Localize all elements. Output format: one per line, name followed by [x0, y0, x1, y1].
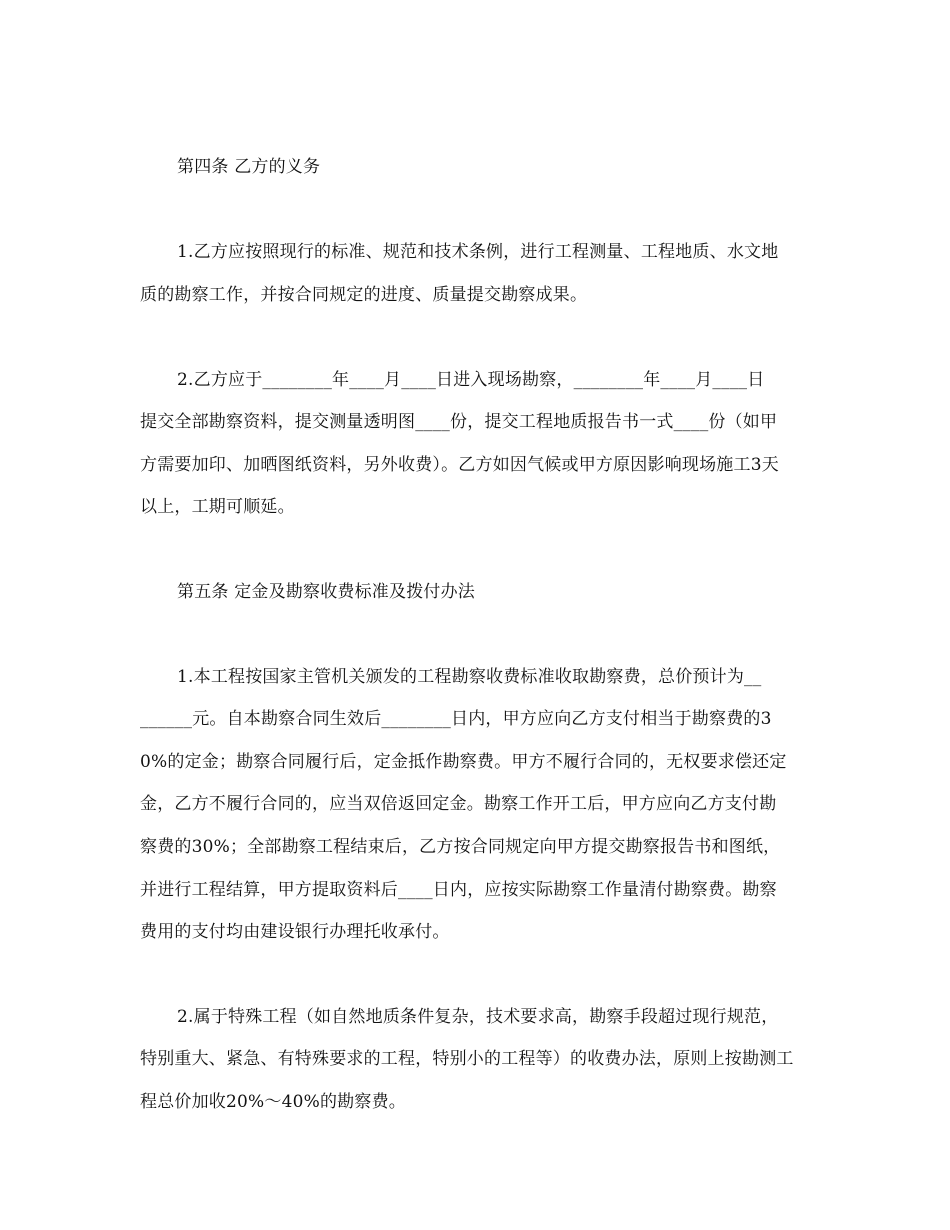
article4-item1-line2: 质的勘察工作，并按合同规定的进度、质量提交勘察成果。: [140, 285, 588, 305]
article4-item2-line3: 方需要加印、加晒图纸资料，另外收费）。乙方如因气候或甲方原因影响现场施工3天: [140, 455, 779, 475]
article4-item2-line1: 2.乙方应于________年____月____日进入现场勘察，________年____月____日: [177, 370, 765, 390]
article5-item2-line1: 2.属于特殊工程（如自然地质条件复杂，技术要求高，勘察手段超过现行规范，: [177, 1007, 779, 1027]
article5-item2-line2: 特别重大、紧急、有特殊要求的工程，特别小的工程等）的收费办法，原则上按勘测工: [140, 1049, 794, 1069]
article5-item1-line4: 金，乙方不履行合同的，应当双倍返回定金。勘察工作开工后，甲方应向乙方支付勘: [140, 794, 777, 814]
article5-item1-line2: ______元。自本勘察合同生效后________日内，甲方应向乙方支付相当于勘察费的3: [140, 709, 772, 729]
article4-heading: 第四条 乙方的义务: [177, 157, 321, 177]
article5-item1-line3: 0%的定金；勘察合同履行后，定金抵作勘察费。甲方不履行合同的，无权要求偿还定: [140, 752, 787, 772]
article4-item1-line1: 1.乙方应按照现行的标准、规范和技术条例，进行工程测量、工程地质、水文地: [177, 242, 779, 262]
article5-item1-line7: 费用的支付均由建设银行办理托收承付。: [140, 922, 450, 942]
article5-item1-line6: 并进行工程结算，甲方提取资料后____日内，应按实际勘察工作量清付勘察费。勘察: [140, 880, 777, 900]
article5-heading: 第五条 定金及勘察收费标准及拨付办法: [177, 582, 476, 602]
article5-item1-line1: 1.本工程按国家主管机关颁发的工程勘察收费标准收取勘察费，总价预计为__: [177, 667, 762, 687]
article4-item2-line4: 以上，工期可顺延。: [140, 497, 295, 517]
article5-item1-line5: 察费的30%；全部勘察工程结束后，乙方按合同规定向甲方提交勘察报告书和图纸，: [140, 837, 781, 857]
article5-item2-line3: 程总价加收20%～40%的勘察费。: [140, 1092, 406, 1112]
article4-item2-line2: 提交全部勘察资料，提交测量透明图____份，提交工程地质报告书一式____份（如甲: [140, 412, 778, 432]
